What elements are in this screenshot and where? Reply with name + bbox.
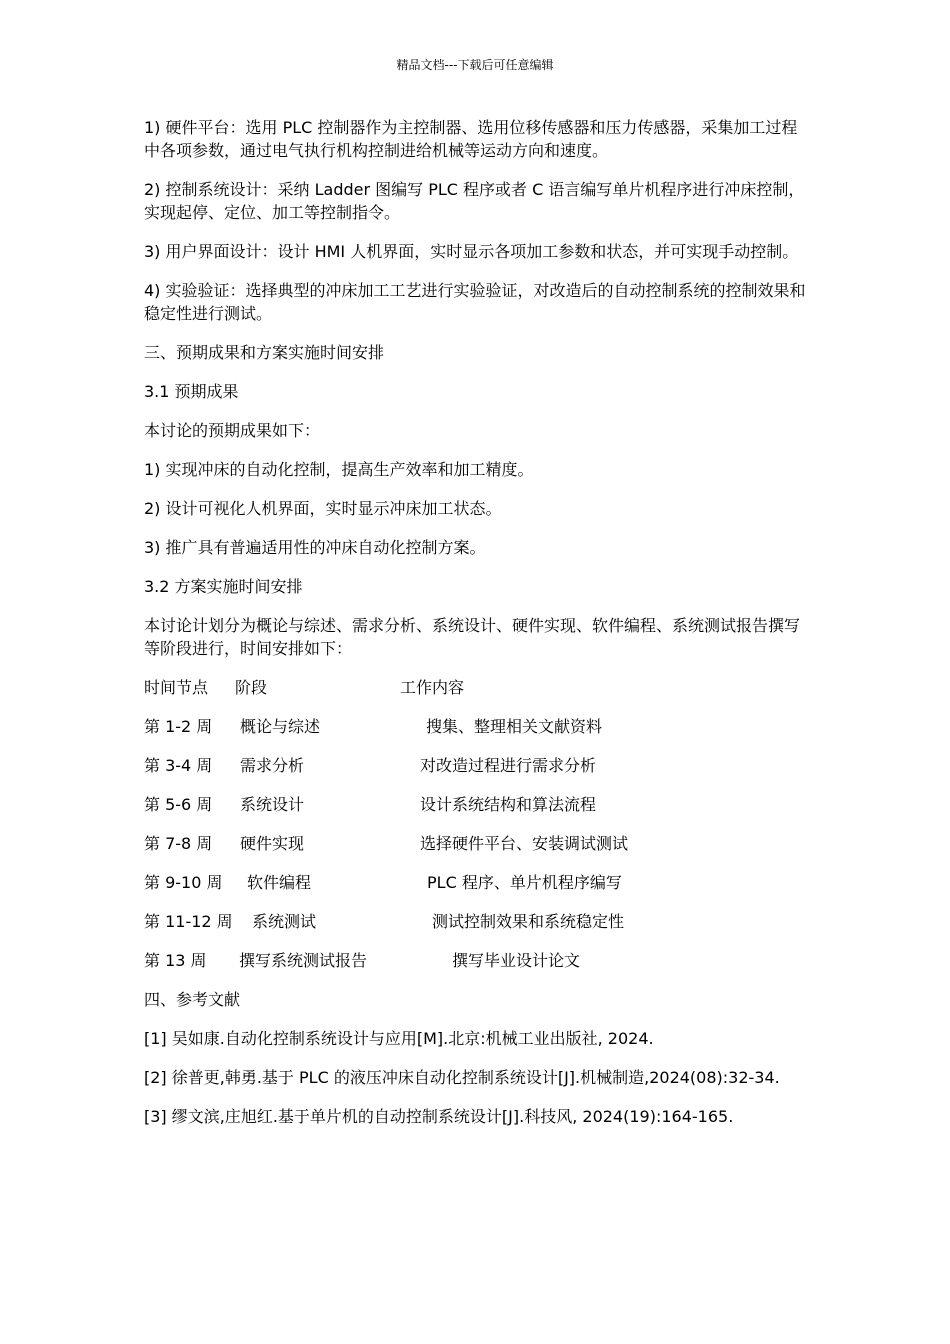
paragraph-ui-design: 3) 用户界面设计：设计 HMI 人机界面，实时显示各项加工参数和状态，并可实现手动控制。 bbox=[144, 242, 799, 261]
schedule-content: 测试控制效果和系统稳定性 bbox=[432, 912, 625, 931]
schedule-content: 撰写毕业设计论文 bbox=[452, 951, 581, 970]
section-heading-3: 三、预期成果和方案实施时间安排 bbox=[144, 343, 385, 362]
schedule-content: PLC 程序、单片机程序编写 bbox=[427, 873, 622, 892]
schedule-time: 第 7-8 周 bbox=[144, 834, 213, 853]
paragraph-hardware: 1) 硬件平台：选用 PLC 控制器作为主控制器、选用位移传感器和压力传感器，采集加工过程中各项参数，通过电气执行机构控制进给机械等运动方向和速度。 bbox=[144, 118, 798, 160]
schedule-time: 第 3-4 周 bbox=[144, 756, 213, 775]
schedule-header-row bbox=[144, 676, 810, 699]
paragraph-control-design: 2) 控制系统设计：采纳 Ladder 图编写 PLC 程序或者 C 语言编写单片机程序进行冲床控制，实现起停、定位、加工等控制指令。 bbox=[144, 180, 805, 222]
schedule-row bbox=[144, 949, 810, 972]
schedule-row bbox=[144, 715, 810, 738]
document-body bbox=[144, 116, 810, 1144]
page-header: 精品文档---下载后可任意编辑 bbox=[396, 58, 554, 72]
paragraph-schedule-intro: 本讨论计划分为概论与综述、需求分析、系统设计、硬件实现、软件编程、系统测试报告撰写等阶段进行，时间安排如下： bbox=[144, 616, 801, 658]
schedule-stage: 硬件实现 bbox=[240, 834, 305, 853]
reference-item-3: [3] 缪文滨,庄旭红.基于单片机的自动控制系统设计[J].科技风, 2024(19):164-165. bbox=[144, 1107, 734, 1126]
schedule-time: 第 1-2 周 bbox=[144, 717, 213, 736]
reference-item-2: [2] 徐普更,韩勇.基于 PLC 的液压冲床自动化控制系统设计[J].机械制造,2024(08):32-34. bbox=[144, 1068, 780, 1087]
schedule-header-time: 时间节点 bbox=[144, 678, 209, 697]
schedule-stage: 撰写系统测试报告 bbox=[239, 951, 368, 970]
outcome-item-2: 2) 设计可视化人机界面，实时显示冲床加工状态。 bbox=[144, 499, 502, 518]
schedule-time: 第 11-12 周 bbox=[144, 912, 233, 931]
outcome-item-1: 1) 实现冲床的自动化控制，提高生产效率和加工精度。 bbox=[144, 460, 534, 479]
schedule-stage: 软件编程 bbox=[247, 873, 312, 892]
subsection-heading-3-2: 3.2 方案实施时间安排 bbox=[144, 577, 303, 596]
subsection-heading-3-1: 3.1 预期成果 bbox=[144, 382, 239, 401]
schedule-content: 设计系统结构和算法流程 bbox=[420, 795, 597, 814]
schedule-content: 选择硬件平台、安装调试测试 bbox=[420, 834, 629, 853]
schedule-stage: 系统设计 bbox=[240, 795, 305, 814]
schedule-time: 第 9-10 周 bbox=[144, 873, 223, 892]
schedule-stage: 概论与综述 bbox=[240, 717, 321, 736]
schedule-header-stage: 阶段 bbox=[235, 678, 268, 697]
schedule-header-content: 工作内容 bbox=[400, 678, 465, 697]
paragraph-outcomes-intro: 本讨论的预期成果如下： bbox=[144, 421, 321, 440]
outcome-item-3: 3) 推广具有普遍适用性的冲床自动化控制方案。 bbox=[144, 538, 486, 557]
schedule-row bbox=[144, 793, 810, 816]
schedule-stage: 需求分析 bbox=[240, 756, 305, 775]
schedule-row bbox=[144, 754, 810, 777]
schedule-row bbox=[144, 832, 810, 855]
paragraph-verification: 4) 实验验证：选择典型的冲床加工工艺进行实验验证，对改造后的自动控制系统的控制效果和稳定性进行测试。 bbox=[144, 281, 806, 323]
schedule-content: 对改造过程进行需求分析 bbox=[420, 756, 597, 775]
schedule-stage: 系统测试 bbox=[252, 912, 317, 931]
section-heading-4: 四、参考文献 bbox=[144, 990, 241, 1009]
reference-item-1: [1] 吴如康.自动化控制系统设计与应用[M].北京:机械工业出版社, 2024. bbox=[144, 1029, 654, 1048]
schedule-time: 第 13 周 bbox=[144, 951, 207, 970]
schedule-content: 搜集、整理相关文献资料 bbox=[426, 717, 603, 736]
schedule-row bbox=[144, 910, 810, 933]
schedule-time: 第 5-6 周 bbox=[144, 795, 213, 814]
schedule-row bbox=[144, 871, 810, 894]
